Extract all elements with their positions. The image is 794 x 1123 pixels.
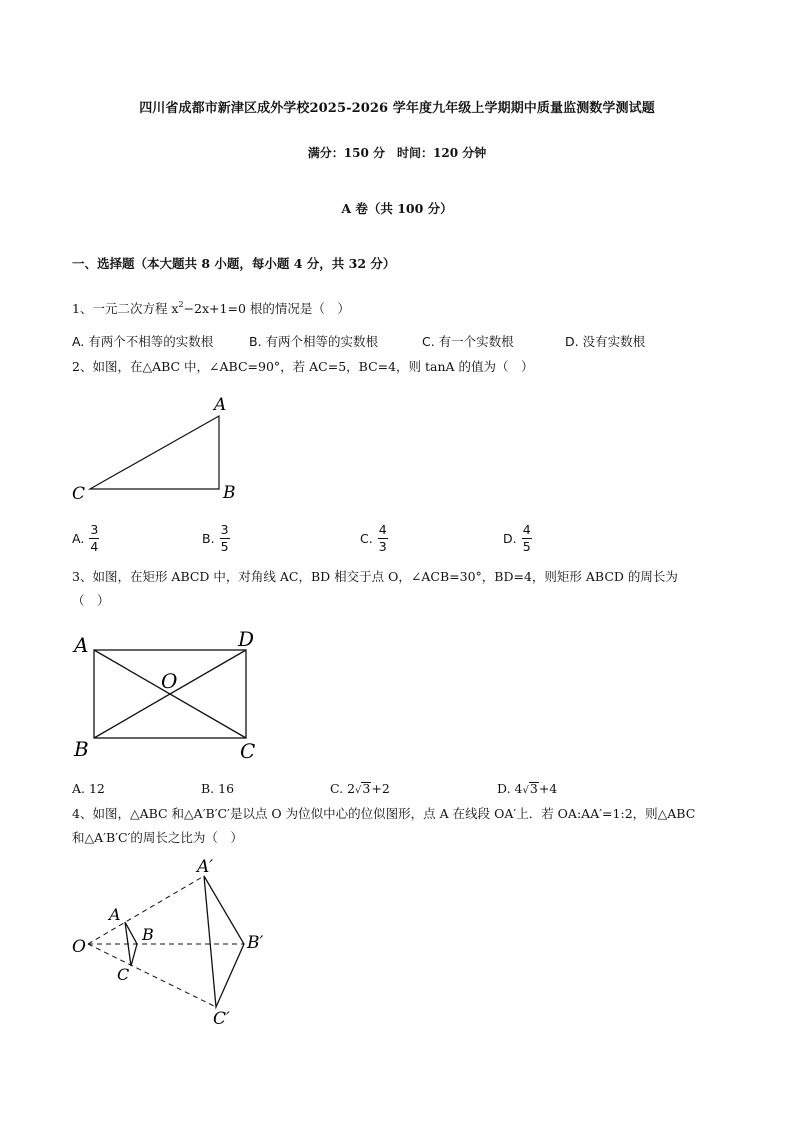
q1-option-a: A. 有两个不相等的实数根 <box>72 334 214 349</box>
label-b: B <box>74 737 89 761</box>
label-o: O <box>72 937 86 957</box>
label-o: O <box>161 669 178 693</box>
q3-option-c-radicand: 3 <box>362 781 371 796</box>
question-3-stem-line1: 3、如图，在矩形 ABCD 中，对角线 AC，BD 相交于点 O，∠ACB=30°，BD=4，则矩形 ABCD 的周长为 <box>72 569 678 584</box>
label-c: C <box>240 739 256 763</box>
q4-homothety-figure <box>66 852 286 1032</box>
triangle-a1b1c1 <box>204 876 244 1007</box>
volume-heading: A 卷（共 100 分） <box>341 201 453 216</box>
q3-option-b: B. 16 <box>201 781 235 796</box>
label-a-prime: A′ <box>197 857 214 877</box>
question-3-stem-line2: （ ） <box>72 593 110 608</box>
label-c-prime: C′ <box>213 1009 230 1029</box>
fraction-numerator: 4 <box>378 522 387 537</box>
q1-stem-pre: 1、一元二次方程 x <box>72 301 179 316</box>
q2-option-a-fraction <box>89 522 99 555</box>
q1-option-d: D. 没有实数根 <box>565 334 646 349</box>
question-4-stem-line1: 4、如图，△ABC 和△A′B′C′是以点 O 为位似中心的位似图形，点 A 在线段 OA′上．若 OA:AA′=1:2，则△ABC <box>72 806 696 821</box>
q3-option-a: A. 12 <box>72 781 105 796</box>
q1-stem-post: −2x+1=0 根的情况是（ ） <box>183 301 350 316</box>
label-b-prime: B′ <box>247 933 264 953</box>
fraction-numerator: 4 <box>522 522 531 537</box>
fraction-denominator: 3 <box>378 539 387 554</box>
q2-option-a <box>72 522 99 555</box>
q3-option-c-post: +2 <box>371 781 390 796</box>
fraction-numerator: 3 <box>220 522 229 537</box>
q3-option-d-post: +4 <box>538 781 558 796</box>
label-a: A <box>109 905 121 924</box>
q2-option-c <box>360 522 388 555</box>
ray-o-c1 <box>88 944 216 1007</box>
question-2-stem: 2、如图，在△ABC 中，∠ABC=90°，若 AC=5，BC=4，则 tanA 的值为（ ） <box>72 359 534 374</box>
fraction-denominator: 5 <box>522 539 531 554</box>
q2-option-c-label: C. <box>360 531 373 546</box>
label-a: A <box>214 395 227 415</box>
q1-stem-sup: 2 <box>178 300 184 309</box>
q3-option-d-radicand: 3 <box>529 781 538 796</box>
q2-option-a-label: A. <box>72 531 85 546</box>
q2-option-b <box>202 522 230 555</box>
q2-option-d-label: D. <box>503 531 517 546</box>
label-b: B <box>223 483 236 503</box>
q2-option-d-fraction <box>522 522 532 555</box>
q1-option-b: B. 有两个相等的实数根 <box>249 334 379 349</box>
fraction-numerator: 3 <box>90 522 99 537</box>
label-a: A <box>74 633 89 657</box>
fraction-denominator: 5 <box>220 539 229 554</box>
q1-option-c: C. 有一个实数根 <box>422 334 514 349</box>
q3-option-c: C. 2√3+2 <box>330 781 390 796</box>
label-c: C <box>72 484 86 504</box>
q3-option-d: D. 4√3+4 <box>497 781 558 796</box>
question-1-stem <box>72 299 350 317</box>
q3-option-d-pre: D. 4 <box>497 781 523 796</box>
triangle-abc <box>90 416 219 489</box>
fraction-denominator: 4 <box>90 539 99 554</box>
q2-option-b-label: B. <box>202 531 215 546</box>
section-heading: 一、选择题（本大题共 8 小题，每小题 4 分，共 32 分） <box>72 256 396 271</box>
question-4-stem-line2: 和△A′B′C′的周长之比为（ ） <box>72 830 243 845</box>
label-c: C <box>117 965 130 984</box>
q3-rectangle-figure <box>66 624 266 766</box>
q2-option-c-fraction <box>378 522 388 555</box>
label-d: D <box>238 627 255 651</box>
label-b: B <box>142 925 154 944</box>
q3-option-c-pre: C. 2 <box>330 781 356 796</box>
exam-title: 四川省成都市新津区成外学校2025-2026 学年度九年级上学期期中质量监测数学测试题 <box>139 101 655 116</box>
q2-option-b-fraction <box>220 522 230 555</box>
score-time-line: 满分：150 分 时间：120 分钟 <box>307 146 487 160</box>
q2-triangle-figure <box>66 392 246 507</box>
q2-option-d <box>503 522 532 555</box>
